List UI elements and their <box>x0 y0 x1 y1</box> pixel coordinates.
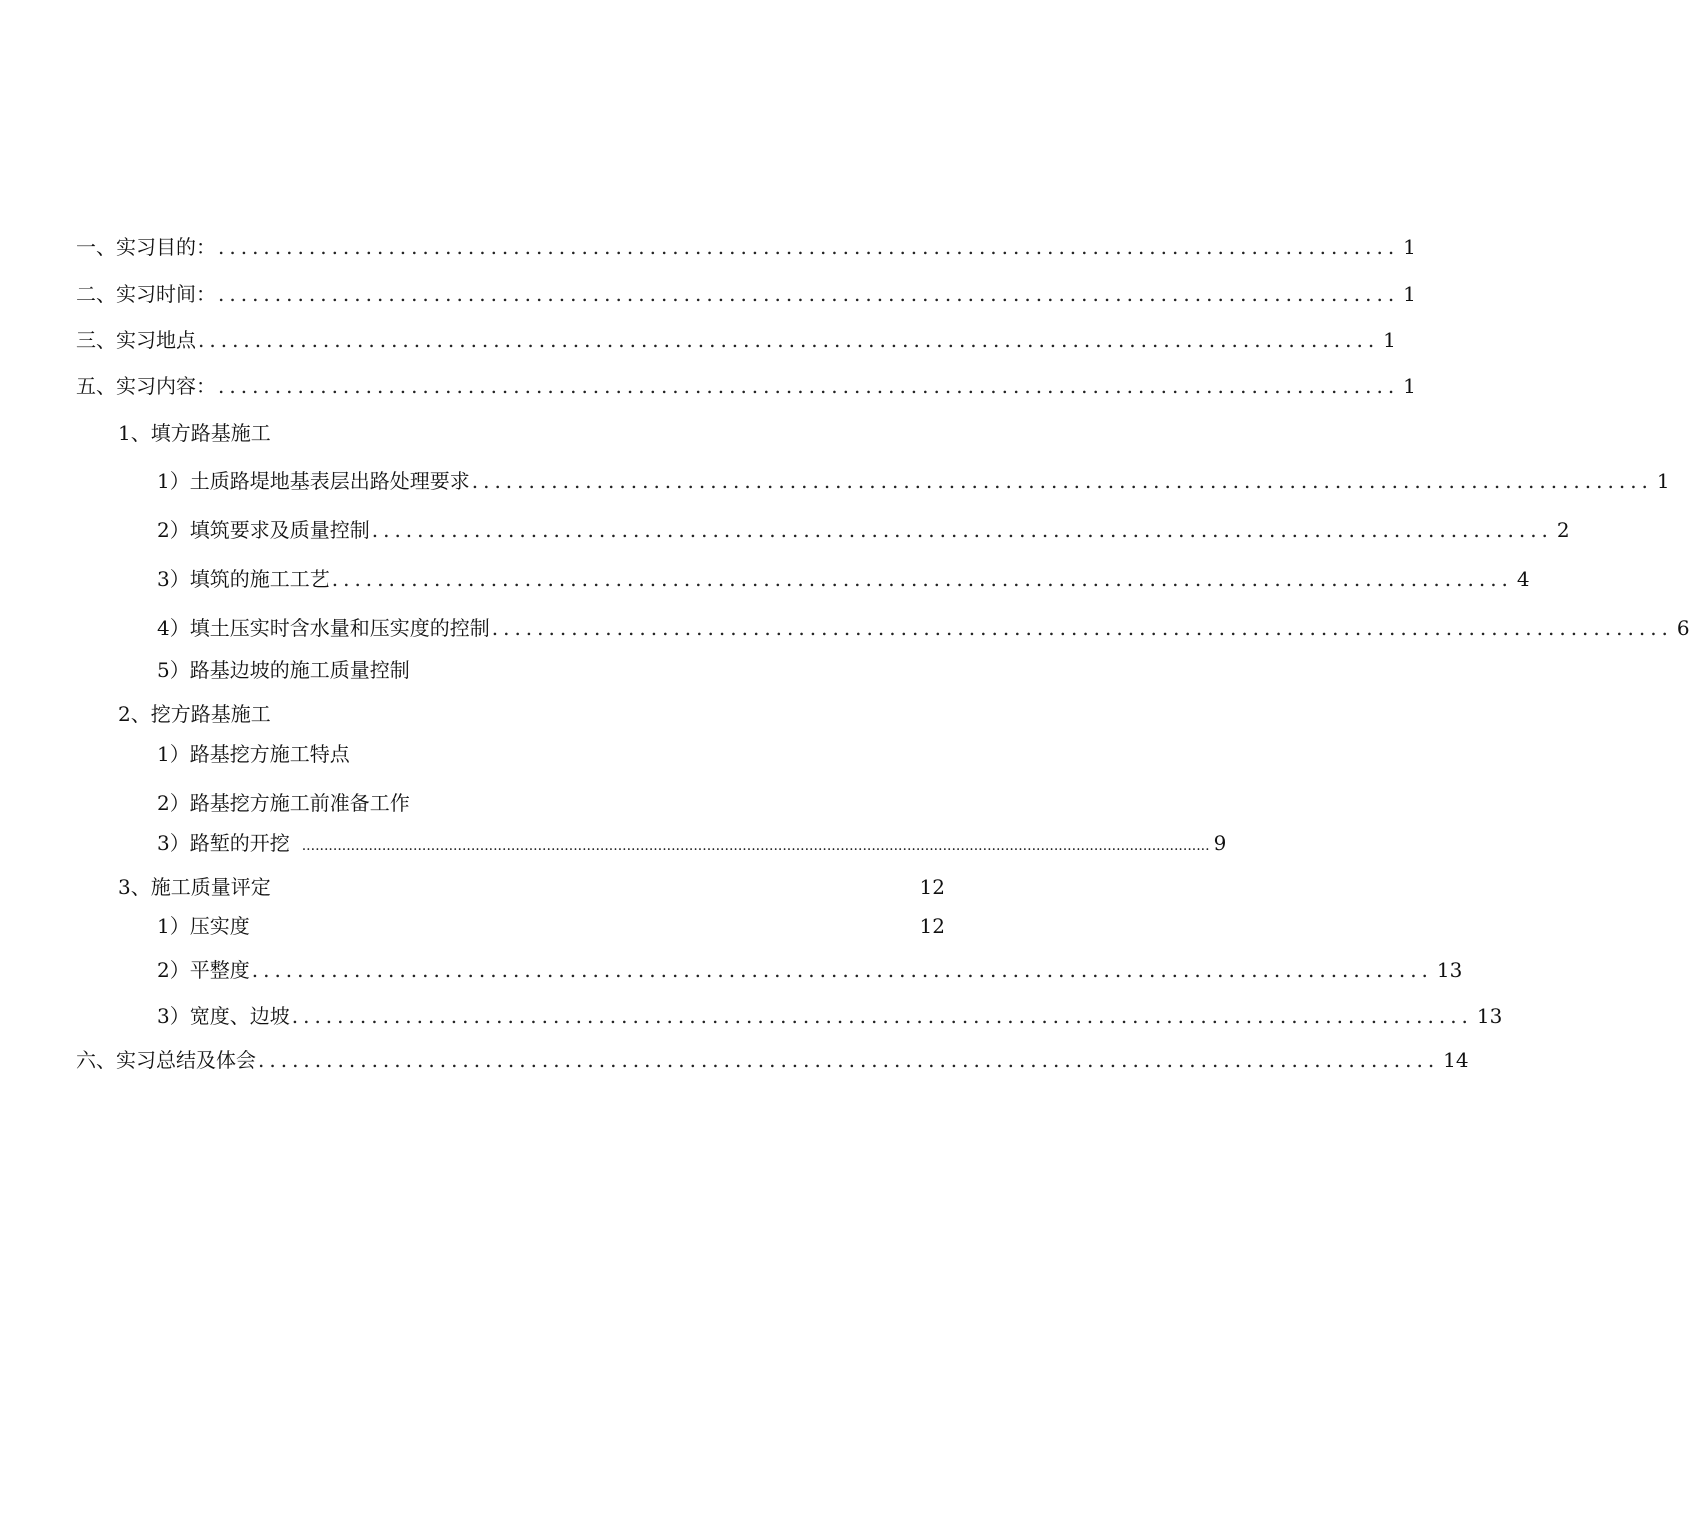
toc-entry[interactable] <box>157 614 1690 642</box>
dot-leader: ........................................................................................................ <box>198 328 1380 352</box>
toc-entry[interactable] <box>157 956 1463 984</box>
dot-leader: ........................................................................................................ <box>331 567 1513 591</box>
toc-entry[interactable] <box>157 467 1670 495</box>
toc-entry-label: 2）平整度 <box>157 958 250 982</box>
dot-leader: ........................................................................................................ <box>258 1048 1440 1072</box>
toc-entry-label: 3）路堑的开挖 <box>157 831 290 855</box>
toc-entry[interactable] <box>157 740 350 768</box>
toc-entry[interactable] <box>76 372 1416 400</box>
dot-leader: ........................................................................................................ <box>251 958 1433 982</box>
toc-entry[interactable] <box>157 516 1570 544</box>
dot-leader: ........................................................................................................ <box>218 374 1400 398</box>
toc-entry-label: 3）宽度、边坡 <box>157 1004 290 1028</box>
toc-page-number: 4 <box>1516 567 1530 591</box>
dot-leader: ........................................................................................................ <box>371 518 1553 542</box>
toc-entry-label: 2）路基挖方施工前准备工作 <box>157 791 410 815</box>
toc-entry[interactable] <box>157 789 410 817</box>
toc-page-number: 13 <box>1476 1004 1503 1028</box>
toc-entry-label: 4）填土压实时含水量和压实度的控制 <box>157 616 490 640</box>
toc-page-number: 1 <box>1383 328 1396 352</box>
dot-leader: ........................................................................................................ <box>491 616 1673 640</box>
toc-entry[interactable] <box>157 829 1227 860</box>
toc-entry-label: 六、实习总结及体会 <box>76 1048 256 1072</box>
dot-leader: ........................................................................................................ <box>291 1004 1473 1028</box>
toc-page-number: 6 <box>1676 616 1690 640</box>
dot-leader: ........................................................................................................ <box>471 469 1653 493</box>
dot-leader: ........................................................................................................ <box>218 282 1400 306</box>
toc-entry-label: 3）填筑的施工工艺 <box>157 567 330 591</box>
toc-entry-label: 5）路基边坡的施工质量控制 <box>157 658 410 682</box>
toc-entry[interactable] <box>76 326 1396 354</box>
dot-leader: ........................................................................................................ <box>218 235 1400 259</box>
toc-page-number: 9 <box>1213 831 1227 855</box>
toc-page-number: 14 <box>1443 1048 1469 1072</box>
toc-entry-label: 3、施工质量评定 <box>118 875 271 899</box>
toc-page-number: 12 <box>919 875 945 899</box>
toc-entry[interactable] <box>76 1046 1469 1074</box>
toc-page-number: 12 <box>919 914 945 938</box>
toc-entry[interactable] <box>118 873 945 901</box>
toc-entry[interactable] <box>118 700 271 728</box>
toc-entry[interactable] <box>118 419 271 447</box>
toc-entry-label: 1）压实度 <box>157 914 250 938</box>
toc-entry[interactable] <box>157 1002 1503 1030</box>
toc-page-number: 2 <box>1556 518 1570 542</box>
dot-leader: ............................................................................................................................................................................................................ <box>301 838 1210 854</box>
toc-entry-label: 2）填筑要求及质量控制 <box>157 518 370 542</box>
toc-page-number: 1 <box>1403 235 1416 259</box>
toc-entry[interactable] <box>157 565 1530 593</box>
toc-page-number: 1 <box>1403 374 1416 398</box>
toc-entry-label: 2、挖方路基施工 <box>118 702 271 726</box>
toc-entry-label: 1、填方路基施工 <box>118 421 271 445</box>
toc-entry-label: 1）土质路堤地基表层出路处理要求 <box>157 469 470 493</box>
toc-page-number: 13 <box>1436 958 1463 982</box>
toc-entry-label: 三、实习地点 <box>76 328 196 352</box>
toc-entry[interactable] <box>157 656 410 684</box>
toc-entry-label: 五、实习内容： <box>76 374 216 398</box>
toc-entry[interactable] <box>76 233 1416 261</box>
toc-page-number: 1 <box>1403 282 1416 306</box>
toc-page-number: 1 <box>1656 469 1670 493</box>
toc-entry-label: 二、实习时间： <box>76 282 216 306</box>
toc-entry[interactable] <box>157 912 945 940</box>
toc-entry[interactable] <box>76 280 1416 308</box>
toc-entry-label: 1）路基挖方施工特点 <box>157 742 350 766</box>
toc-entry-label: 一、实习目的： <box>76 235 216 259</box>
